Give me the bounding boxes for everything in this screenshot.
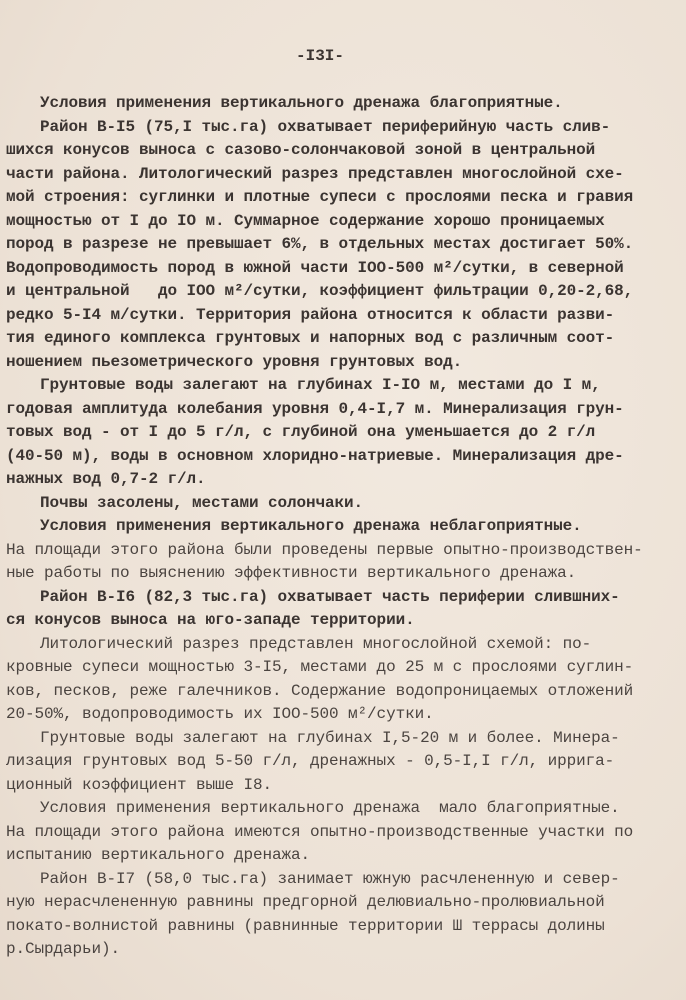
text-line: шихся конусов выноса с сазово-солончаковой зоной в центральной — [6, 141, 596, 159]
text-line: Грунтовые воды залегают на глубинах I,5-20 м и более. Минера- — [40, 728, 620, 747]
text-line: лизация грунтовых вод 5-50 г/л, дренажных - 0,5-I,I г/л, ирригa- — [6, 752, 615, 770]
text-line: годовая амплитуда колебания уровня 0,4-I,7 м. Минерализация грун- — [6, 399, 624, 418]
text-line: Район В-I7 (58,0 тыс.га) занимает южную расчлененную и север- — [40, 869, 620, 888]
text-line: редко 5-I4 м/сутки. Территория района относится к области разви- — [6, 305, 615, 324]
text-line: пород в разрезе не превышает 6%, в отдельных местах достигает 50%. — [6, 235, 634, 253]
text-line: ционный коэффициент выше I8. — [6, 775, 273, 794]
text-line: кровные супеси мощностью 3-I5, местами до 25 м с прослоями суглин- — [6, 658, 634, 676]
text-line: тия единого комплекса грунтовых и напорных вод с различным соот- — [6, 329, 615, 347]
text-line: ношением пьезометрического уровня грунтовых вод. — [6, 352, 463, 371]
text-line: Условия применения вертикального дренажа благоприятные. — [40, 94, 563, 112]
text-line: ную нерасчлененную равнины предгорной делювиально-пролювиальной — [6, 893, 605, 911]
document-body — [6, 92, 686, 962]
text-line: Литологический разрез представлен многослойной схемой: по- — [40, 634, 592, 653]
text-line: Район В-I5 (75,I тыс.га) охватывает периферийную часть слив- — [40, 117, 611, 136]
text-line: и центральной до IOO м²/сутки, коэффициент фильтрации 0,20-2,68, — [6, 282, 634, 300]
text-line: (40-50 м), воды в основном хлоридно-натриевые. Минерализация дре- — [6, 446, 624, 465]
text-line: На площади этого района были проведены первые опытно-производствен- — [6, 540, 643, 559]
text-line: ся конусов выноса на юго-западе территории. — [6, 611, 415, 629]
text-line: Условия применения вертикального дренажа неблагоприятные. — [40, 517, 582, 535]
text-line: Почвы засолены, местами солончаки. — [40, 493, 364, 512]
text-line: 20-50%, водопроводимость их IOO-500 м²/сутки. — [6, 705, 434, 723]
text-line: р.Сырдарьи). — [6, 940, 121, 958]
text-line: части района. Литологический разрез представлен многослойной схе- — [6, 164, 624, 183]
text-line: товых вод - от I до 5 г/л, с глубиной она уменьшается до 2 г/л — [6, 423, 596, 441]
page-number: -I3I- — [295, 47, 344, 65]
text-line: испытанию вертикального дренажа. — [6, 846, 311, 864]
text-line: нажных вод 0,7-2 г/л. — [6, 470, 206, 488]
text-line: мощностью от I до IO м. Суммарное содержание хорошо проницаемых — [6, 211, 605, 230]
text-line: На площади этого района имеются опытно-производственные участки по — [6, 822, 634, 841]
text-line: покато-волнистой равнины (равнинные территории Ш террасы долины — [6, 916, 605, 935]
text-line: ные работы по выяснению эффективности вертикального дренажа. — [6, 564, 577, 582]
text-line: Район В-I6 (82,3 тыс.га) охватывает часть периферии слившних- — [40, 587, 620, 606]
text-line: Условия применения вертикального дренажа мало благоприятные. — [40, 799, 620, 817]
text-line: Грунтовые воды залегают на глубинах I-IO м, местами до I м, — [40, 376, 601, 394]
text-line: Водопроводимость пород в южной части IOO-500 м²/сутки, в северной — [6, 258, 624, 277]
text-line: ков, песков, реже галечников. Содержание водопроницаемых отложений — [6, 681, 634, 700]
text-line: мой строения: суглинки и плотные супеси с прослоями песка и гравия — [6, 188, 634, 206]
